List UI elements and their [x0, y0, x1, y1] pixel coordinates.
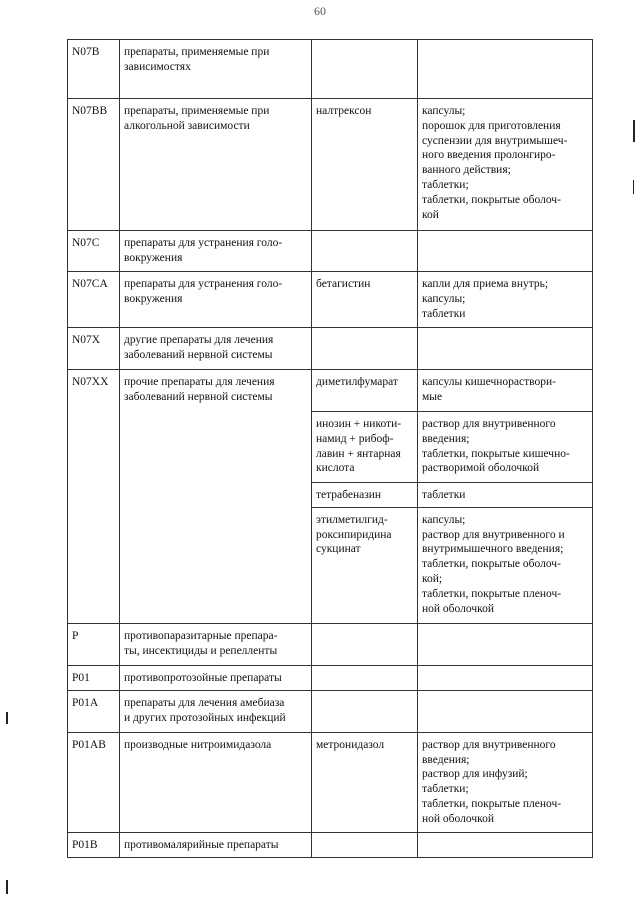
- table-row: [68, 665, 593, 690]
- group-name-cell: прочие препараты для лечения заболеваний нервной системы: [120, 370, 312, 624]
- drug-name-cell: диметилфумарат: [312, 370, 418, 412]
- table-row: [68, 370, 593, 412]
- dosage-form-cell: [418, 832, 593, 857]
- dosage-form-cell: [418, 690, 593, 732]
- dosage-form-cell: [418, 623, 593, 665]
- atc-code-cell: P01: [68, 665, 120, 690]
- scan-mark: [6, 880, 8, 894]
- scan-mark: [633, 120, 635, 142]
- drug-name-cell: [312, 623, 418, 665]
- drug-name-cell: [312, 40, 418, 99]
- group-name-cell: противопаразитарные препара- ты, инсектициды и репелленты: [120, 623, 312, 665]
- group-name-cell: другие препараты для лечения заболеваний нервной системы: [120, 328, 312, 370]
- drug-name-cell: [312, 231, 418, 272]
- page-number: 60: [314, 4, 326, 18]
- dosage-form-cell: [418, 665, 593, 690]
- atc-code-cell: P01B: [68, 832, 120, 857]
- table-row: [68, 690, 593, 732]
- drug-name-cell: этилметилгид- роксипиридина сукцинат: [312, 507, 418, 623]
- table-row: [68, 272, 593, 328]
- dosage-form-cell: капсулы; раствор для внутривенного и внутримышечного введения; таблетки, покрытые оболоч- кой; таблетки, покрытые пленоч- ной оболочкой: [418, 507, 593, 623]
- group-name-cell: препараты, применяемые при алкогольной зависимости: [120, 99, 312, 231]
- group-name-cell: препараты для устранения голо- вокружения: [120, 272, 312, 328]
- group-name-cell: противопротозойные препараты: [120, 665, 312, 690]
- group-name-cell: противомалярийные препараты: [120, 832, 312, 857]
- table-row: [68, 832, 593, 857]
- drug-name-cell: метронидазол: [312, 732, 418, 832]
- group-name-cell: производные нитроимидазола: [120, 732, 312, 832]
- dosage-form-cell: [418, 231, 593, 272]
- dosage-form-cell: капсулы; порошок для приготовления суспензии для внутримышеч- ного введения пролонгиро- ванного действия; таблетки; таблетки, покрытые оболоч- кой: [418, 99, 593, 231]
- atc-code-cell: P01A: [68, 690, 120, 732]
- drug-name-cell: тетрабеназин: [312, 483, 418, 508]
- group-name-cell: препараты для устранения голо- вокружения: [120, 231, 312, 272]
- drug-classification-table: [67, 39, 593, 858]
- table-row: [68, 40, 593, 99]
- drug-name-cell: бетагистин: [312, 272, 418, 328]
- group-name-cell: препараты для лечения амебиаза и других протозойных инфекций: [120, 690, 312, 732]
- dosage-form-cell: капсулы кишечнораствори- мые: [418, 370, 593, 412]
- atc-code-cell: P: [68, 623, 120, 665]
- dosage-form-cell: раствор для внутривенного введения; таблетки, покрытые кишечно- растворимой оболочкой: [418, 412, 593, 483]
- dosage-form-cell: раствор для внутривенного введения; раствор для инфузий; таблетки; таблетки, покрытые пленоч- ной оболочкой: [418, 732, 593, 832]
- atc-code-cell: N07X: [68, 328, 120, 370]
- dosage-form-cell: [418, 328, 593, 370]
- table-row: [68, 99, 593, 231]
- atc-code-cell: N07CA: [68, 272, 120, 328]
- dosage-form-cell: [418, 40, 593, 99]
- atc-code-cell: P01AB: [68, 732, 120, 832]
- atc-code-cell: N07XX: [68, 370, 120, 624]
- table-row: [68, 328, 593, 370]
- drug-name-cell: [312, 690, 418, 732]
- drug-name-cell: [312, 665, 418, 690]
- drug-name-cell: [312, 328, 418, 370]
- dosage-form-cell: капли для приема внутрь; капсулы; таблетки: [418, 272, 593, 328]
- table-row: [68, 231, 593, 272]
- group-name-cell: препараты, применяемые при зависимостях: [120, 40, 312, 99]
- dosage-form-cell: таблетки: [418, 483, 593, 508]
- table-row: [68, 732, 593, 832]
- drug-name-cell: [312, 832, 418, 857]
- atc-code-cell: N07B: [68, 40, 120, 99]
- table-row: [68, 623, 593, 665]
- drug-name-cell: налтрексон: [312, 99, 418, 231]
- atc-code-cell: N07C: [68, 231, 120, 272]
- scan-mark: [633, 180, 634, 194]
- scan-mark: [6, 712, 8, 724]
- drug-name-cell: инозин + никоти- намид + рибоф- лавин + янтарная кислота: [312, 412, 418, 483]
- atc-code-cell: N07BB: [68, 99, 120, 231]
